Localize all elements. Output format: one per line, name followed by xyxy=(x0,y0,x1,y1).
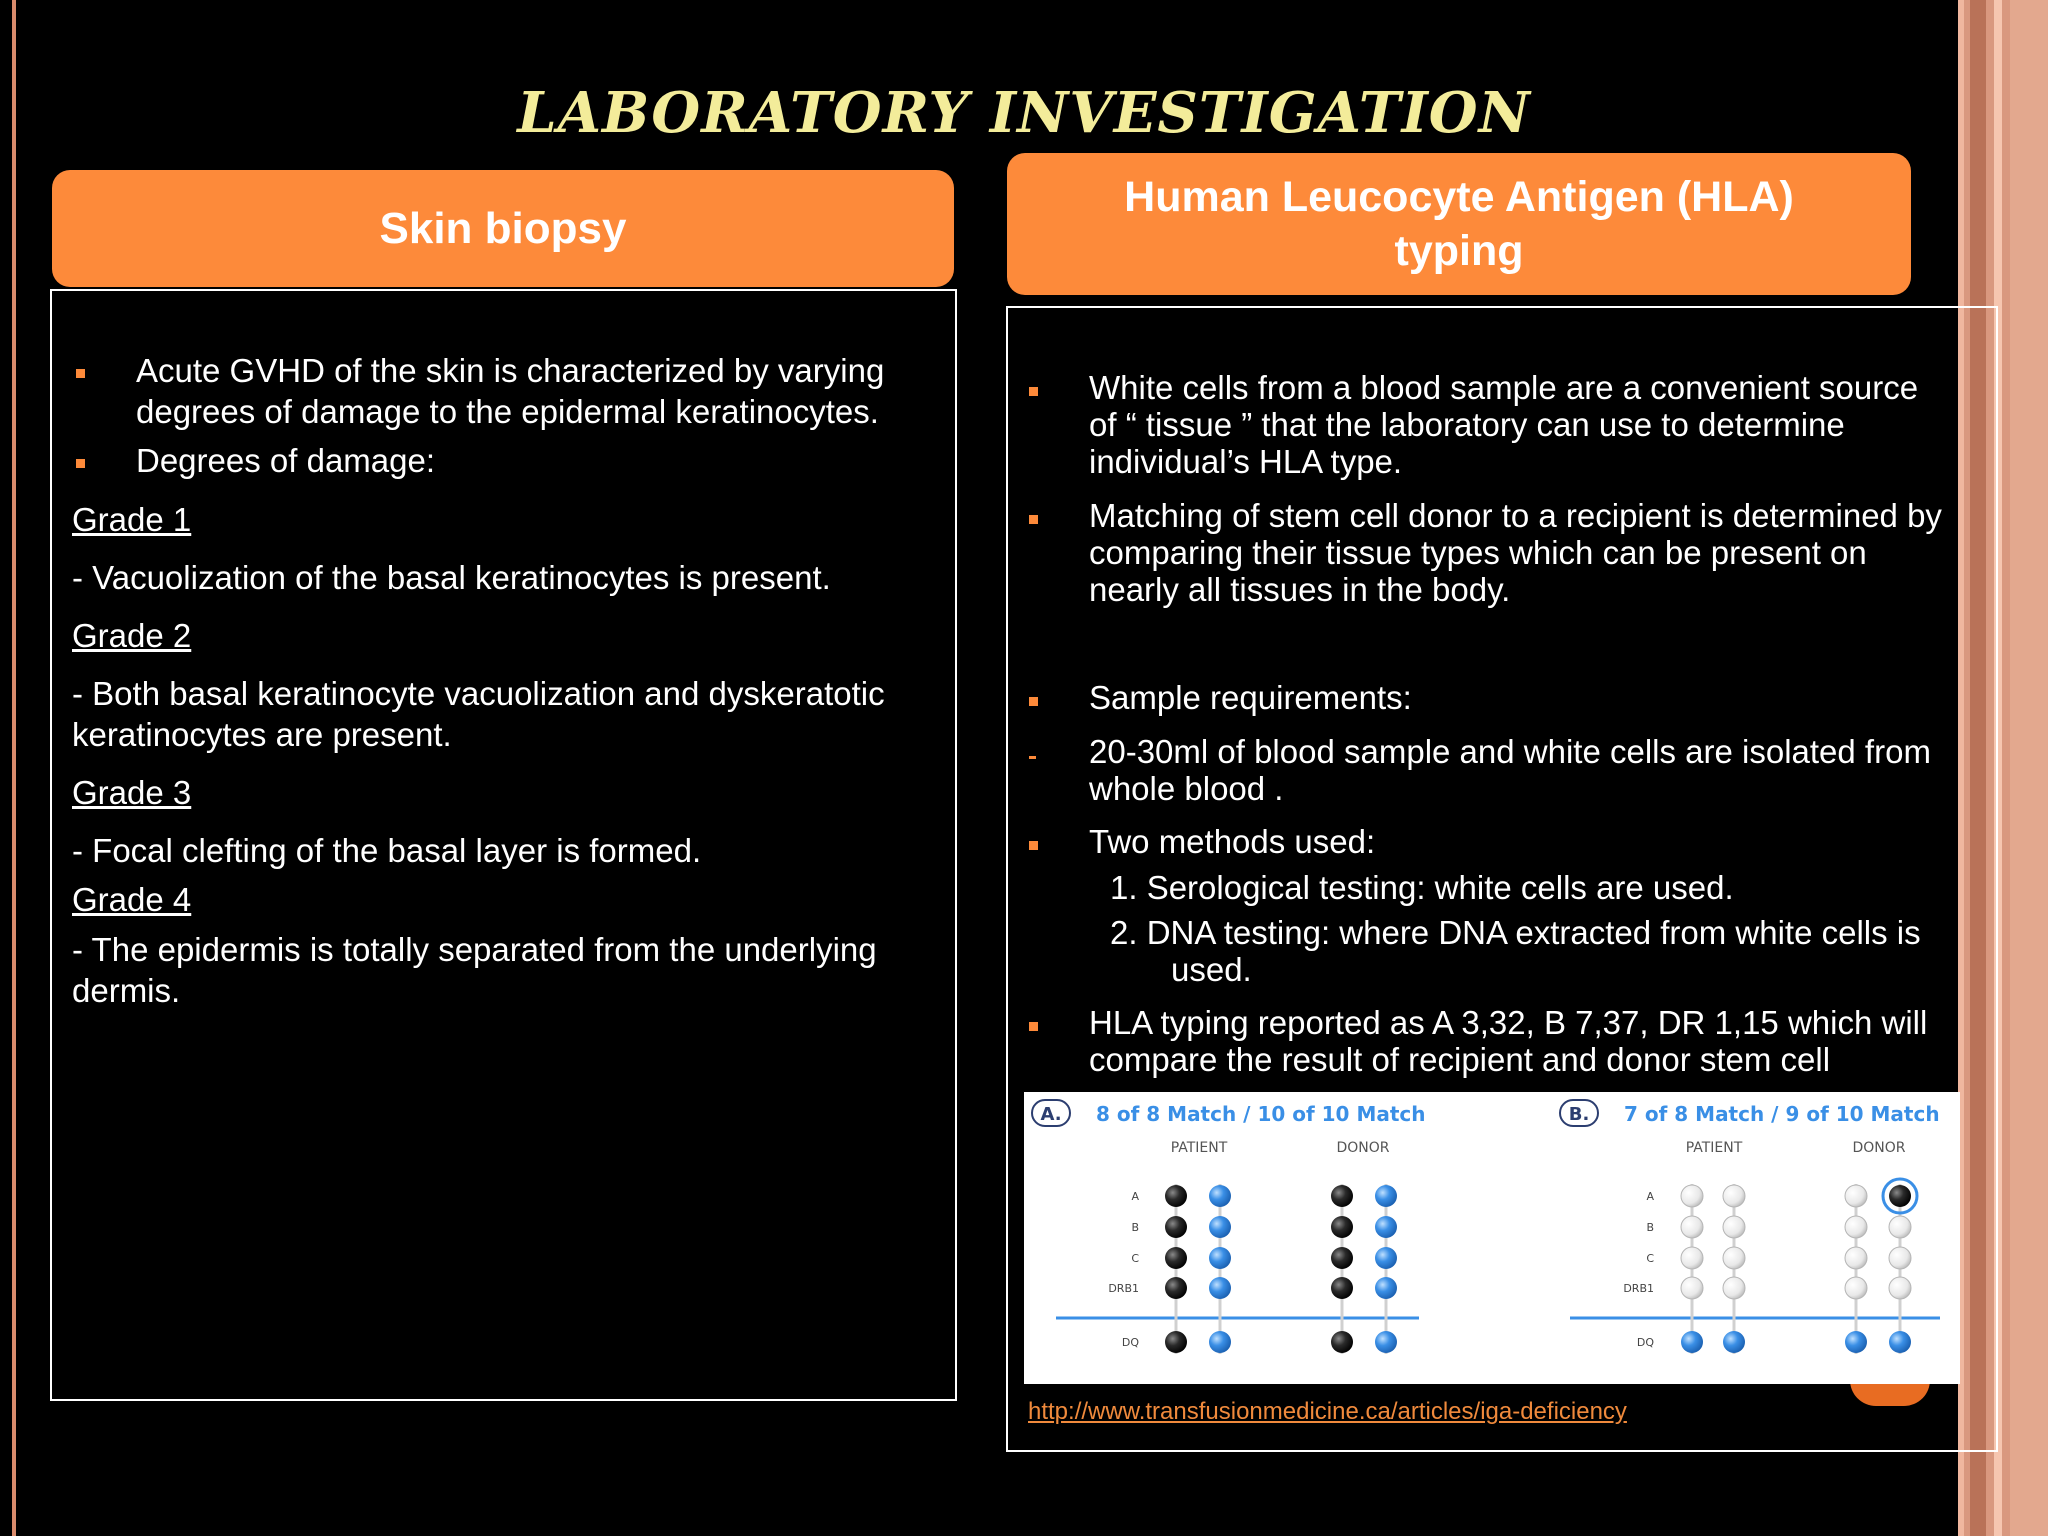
allele-marker xyxy=(1889,1277,1911,1299)
allele-marker xyxy=(1723,1277,1745,1299)
grade-2-label: Grade 2 xyxy=(72,617,192,654)
skin-bullet-line: degrees of damage to the epidermal keratinocytes. xyxy=(136,393,879,430)
allele-marker xyxy=(1845,1277,1867,1299)
panel-b-title: 7 of 8 Match / 9 of 10 Match xyxy=(1624,1102,1940,1126)
grade-2-text: keratinocytes are present. xyxy=(72,716,452,753)
panel-b-donor-label: DONOR xyxy=(1852,1140,1906,1156)
hla-p1-line: individual’s HLA type. xyxy=(1089,443,1403,480)
allele-marker xyxy=(1889,1216,1911,1238)
slide-title: LABORATORY INVESTIGATION xyxy=(517,80,1531,146)
allele-marker xyxy=(1331,1247,1353,1269)
grade-4-label: Grade 4 xyxy=(72,881,192,918)
allele-marker-mismatch xyxy=(1889,1185,1911,1207)
skin-bullet-line: Degrees of damage: xyxy=(136,442,436,479)
hla-method-2: 2. DNA testing: where DNA extracted from white cells is xyxy=(1110,914,1921,951)
locus-label: C xyxy=(1131,1252,1139,1265)
grade-4-text: - The epidermis is totally separated from the underlying xyxy=(72,931,877,968)
grade-4-text: dermis. xyxy=(72,972,181,1009)
allele-marker xyxy=(1209,1331,1231,1353)
allele-marker xyxy=(1723,1331,1745,1353)
allele-marker xyxy=(1889,1331,1911,1353)
hla-typing-header xyxy=(1007,153,1911,295)
allele-marker xyxy=(1331,1277,1353,1299)
panel-a-heading xyxy=(1032,1100,1426,1126)
allele-marker xyxy=(1209,1185,1231,1207)
locus-label: DQ xyxy=(1636,1336,1654,1349)
hla-p2-line: comparing their tissue types which can be present on xyxy=(1089,534,1867,571)
left-border xyxy=(0,0,22,1536)
hla-match-diagram xyxy=(1024,1092,1960,1384)
hla-header-line: typing xyxy=(1394,227,1524,275)
panel-a-patient-label: PATIENT xyxy=(1170,1140,1228,1156)
allele-marker xyxy=(1681,1331,1703,1353)
allele-marker xyxy=(1209,1277,1231,1299)
allele-marker xyxy=(1375,1277,1397,1299)
locus-label: DRB1 xyxy=(1108,1282,1139,1295)
hla-p6-line: compare the result of recipient and donor stem cell xyxy=(1089,1041,1831,1078)
hla-p2-line: Matching of stem cell donor to a recipient is determined by xyxy=(1089,497,1942,534)
hla-method-2: used. xyxy=(1171,951,1252,988)
allele-marker xyxy=(1165,1277,1187,1299)
allele-marker xyxy=(1723,1216,1745,1238)
allele-marker xyxy=(1845,1247,1867,1269)
hla-header-line: Human Leucocyte Antigen (HLA) xyxy=(1124,173,1794,221)
source-link[interactable]: http://www.transfusionmedicine.ca/articles/iga-deficiency xyxy=(1028,1398,1627,1425)
allele-marker xyxy=(1375,1247,1397,1269)
hla-p4-line: whole blood . xyxy=(1089,770,1284,807)
allele-marker xyxy=(1165,1185,1187,1207)
panel-b-patient-label: PATIENT xyxy=(1685,1140,1743,1156)
allele-marker xyxy=(1681,1185,1703,1207)
locus-label: DQ xyxy=(1121,1336,1139,1349)
skin-bullet-line: Acute GVHD of the skin is characterized by varying xyxy=(136,352,885,389)
locus-label: A xyxy=(1131,1190,1139,1203)
allele-marker xyxy=(1681,1247,1703,1269)
bullet-icon xyxy=(1029,697,1038,706)
bullet-icon xyxy=(76,459,85,468)
grade-1-text: - Vacuolization of the basal keratinocytes is present. xyxy=(72,559,831,596)
allele-marker xyxy=(1331,1216,1353,1238)
locus-label: A xyxy=(1646,1190,1654,1203)
grade-3-label: Grade 3 xyxy=(72,774,192,811)
panel-a-title: 8 of 8 Match / 10 of 10 Match xyxy=(1096,1102,1426,1126)
hla-p6-line: HLA typing reported as A 3,32, B 7,37, DR 1,15 which will xyxy=(1089,1004,1928,1041)
allele-marker xyxy=(1723,1185,1745,1207)
allele-marker xyxy=(1845,1331,1867,1353)
allele-marker xyxy=(1165,1331,1187,1353)
hla-p4-line: 20-30ml of blood sample and white cells are isolated from xyxy=(1089,733,1931,770)
allele-marker xyxy=(1681,1216,1703,1238)
grade-1-label: Grade 1 xyxy=(72,501,192,538)
panel-b-heading xyxy=(1560,1100,1940,1126)
hla-match-figure xyxy=(1024,1092,1960,1384)
locus-label: B xyxy=(1131,1221,1139,1234)
allele-marker xyxy=(1375,1216,1397,1238)
locus-label: B xyxy=(1646,1221,1654,1234)
bullet-icon xyxy=(1029,387,1038,396)
locus-label: DRB1 xyxy=(1623,1282,1654,1295)
bullet-icon xyxy=(1029,515,1038,524)
panel-a-letter: A. xyxy=(1040,1104,1062,1125)
allele-marker xyxy=(1331,1331,1353,1353)
skin-biopsy-header xyxy=(52,170,954,287)
allele-marker xyxy=(1165,1247,1187,1269)
grade-2-text: - Both basal keratinocyte vacuolization and dyskeratotic xyxy=(72,675,885,712)
hla-two-methods: Two methods used: xyxy=(1089,823,1376,860)
panel-a-donor-label: DONOR xyxy=(1336,1140,1390,1156)
allele-marker xyxy=(1845,1185,1867,1207)
allele-marker xyxy=(1681,1277,1703,1299)
bullet-icon xyxy=(1029,1022,1038,1031)
panel-b-letter: B. xyxy=(1568,1104,1590,1125)
hla-p1-line: White cells from a blood sample are a convenient source xyxy=(1089,369,1919,406)
hla-p1-line: of “ tissue ” that the laboratory can use to determine xyxy=(1089,406,1845,443)
grade-3-text: - Focal clefting of the basal layer is formed. xyxy=(72,832,702,869)
hla-sample-requirements: Sample requirements: xyxy=(1089,679,1412,716)
allele-marker xyxy=(1845,1216,1867,1238)
allele-marker xyxy=(1209,1216,1231,1238)
allele-marker xyxy=(1375,1331,1397,1353)
allele-marker xyxy=(1889,1247,1911,1269)
hla-p2-line: nearly all tissues in the body. xyxy=(1089,571,1511,608)
bullet-icon xyxy=(1029,841,1038,850)
allele-marker xyxy=(1165,1216,1187,1238)
bullet-icon xyxy=(76,369,85,378)
allele-marker xyxy=(1331,1185,1353,1207)
hla-method-1: 1. Serological testing: white cells are used. xyxy=(1110,869,1734,906)
dash-bullet-icon xyxy=(1029,756,1036,759)
locus-label: C xyxy=(1646,1252,1654,1265)
allele-marker xyxy=(1375,1185,1397,1207)
allele-marker xyxy=(1723,1247,1745,1269)
allele-marker xyxy=(1209,1247,1231,1269)
skin-biopsy-header-label: Skin biopsy xyxy=(379,203,627,253)
